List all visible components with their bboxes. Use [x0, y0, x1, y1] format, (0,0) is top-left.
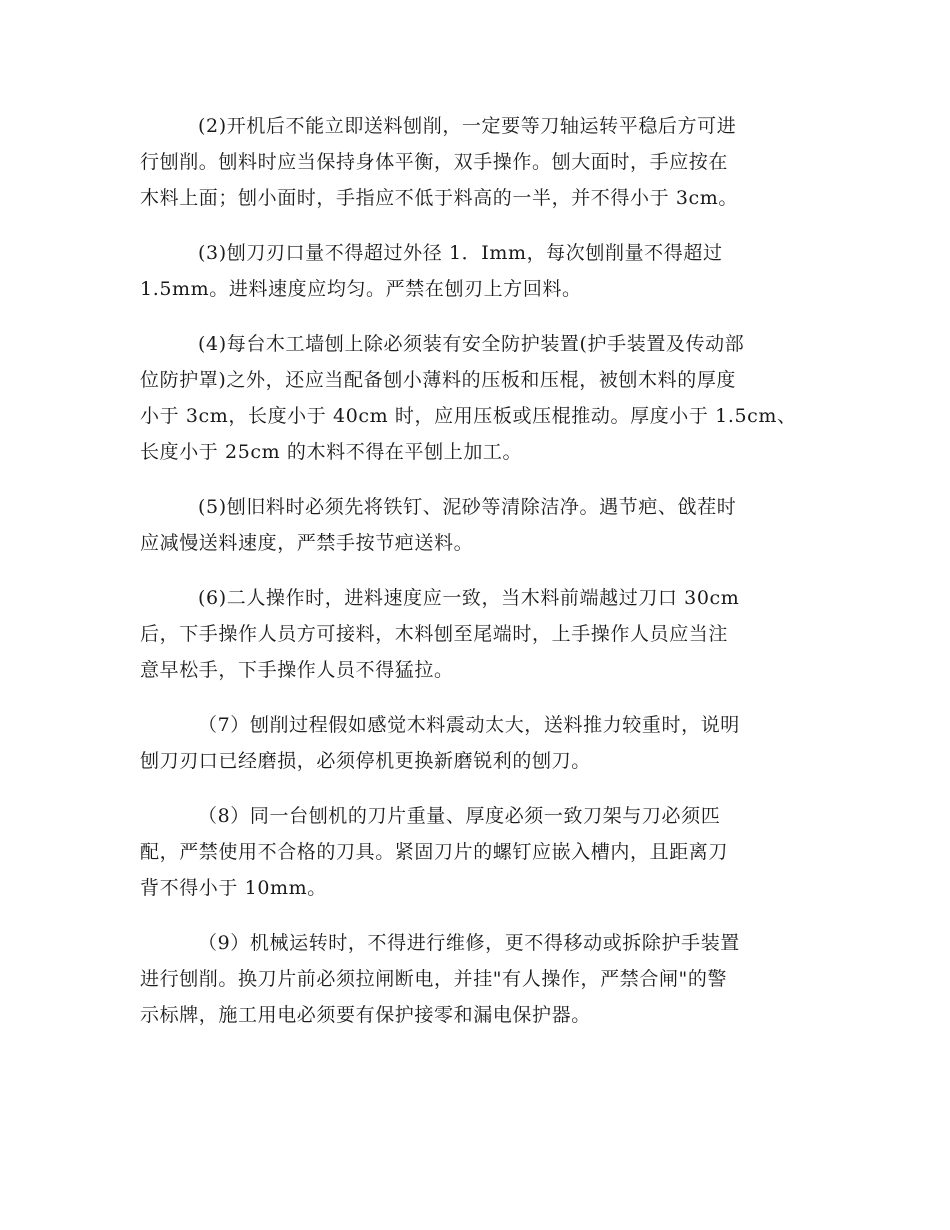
paragraph-8 — [140, 798, 820, 906]
text-line: 背不得小于 10mm。 — [140, 877, 327, 899]
text-line: (6)二人操作时，进料速度应一致，当木料前端越过刀口 30cm — [198, 587, 740, 609]
text-line: （7）刨削过程假如感觉木料震动太大，送料推力较重时，说明 — [198, 714, 740, 736]
text-line: (2)开机后不能立即送料刨削，一定要等刀轴运转平稳后方可进 — [198, 115, 737, 137]
text-line: （8）同一台刨机的刀片重量、厚度必须一致刀架与刀必须匹 — [198, 805, 721, 827]
text-line: 示标牌，施工用电必须要有保护接零和漏电保护器。 — [140, 1004, 591, 1026]
text-line: 意早松手，下手操作人员不得猛拉。 — [140, 659, 454, 681]
text-line: 小于 3cm，长度小于 40cm 时，应用压板或压棍推动。厚度小于 1.5cm、 — [140, 405, 797, 427]
text-line: （9）机械运转时，不得进行维修，更不得移动或拆除护手装置 — [198, 932, 740, 954]
paragraph-9 — [140, 925, 820, 1033]
text-line: 配，严禁使用不合格的刀具。紧固刀片的螺钉应嵌入槽内，且距离刀 — [140, 841, 729, 863]
text-line: 后，下手操作人员方可接料，木料刨至尾端时，上手操作人员应当注 — [140, 623, 729, 645]
text-line: (4)每台木工墙刨上除必须装有安全防护装置(护手装置及传动部 — [198, 333, 745, 355]
paragraph-5 — [140, 489, 820, 561]
text-line: 1.5mm。进料速度应均匀。严禁在刨刃上方回料。 — [140, 278, 582, 300]
text-line: 应减慢送料速度，严禁手按节疤送料。 — [140, 532, 474, 554]
text-line: 刨刀刃口已经磨损，必须停机更换新磨锐利的刨刀。 — [140, 750, 591, 772]
text-line: 木料上面；刨小面时，手指应不低于料高的一半，并不得小于 3cm。 — [140, 187, 738, 209]
paragraph-4 — [140, 326, 820, 470]
text-line: 位防护罩)之外，还应当配备刨小薄料的压板和压棍，被刨木料的厚度 — [140, 369, 737, 391]
paragraph-6 — [140, 580, 820, 688]
paragraph-7 — [140, 707, 820, 779]
text-line: (3)刨刀刃口量不得超过外径 1．Imm，每次刨削量不得超过 — [198, 242, 723, 264]
document-body — [140, 108, 820, 1052]
text-line: 行刨削。刨料时应当保持身体平衡，双手操作。刨大面时，手应按在 — [140, 151, 729, 173]
paragraph-3 — [140, 235, 820, 307]
paragraph-2 — [140, 108, 820, 216]
text-line: (5)刨旧料时必须先将铁钉、泥砂等清除洁净。遇节疤、戗茬时 — [198, 496, 737, 518]
text-line: 进行刨削。换刀片前必须拉闸断电，并挂"有人操作，严禁合闸"的警 — [140, 968, 728, 990]
text-line: 长度小于 25cm 的木料不得在平刨上加工。 — [140, 441, 523, 463]
